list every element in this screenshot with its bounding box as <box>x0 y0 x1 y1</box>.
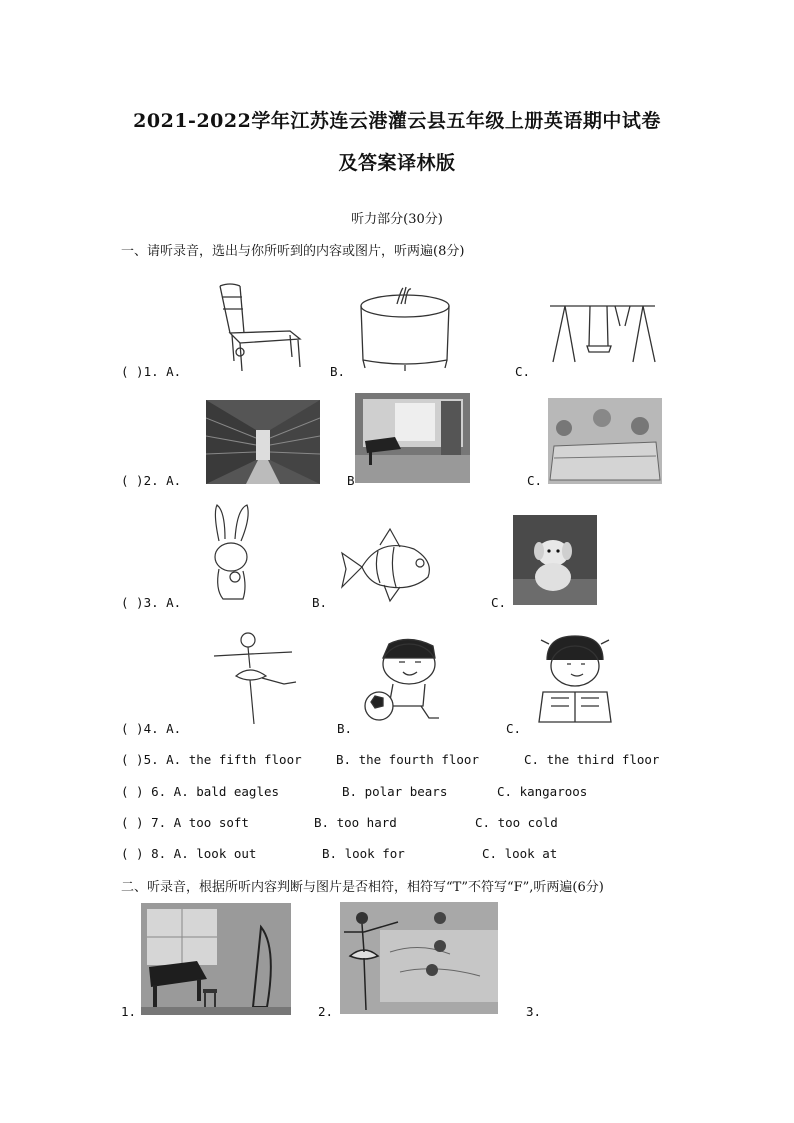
q5-b: B. the fourth floor <box>336 752 479 767</box>
q6-b: B. polar bears <box>342 784 448 799</box>
q6-c: C. kangaroos <box>497 784 588 799</box>
ballet-dancer-picture <box>210 628 300 728</box>
doc-title-line2: 及答案译林版 <box>338 152 456 174</box>
q4-c-label: C. <box>506 721 522 736</box>
q3-b-label: B. <box>312 595 328 610</box>
q6-stem: ( ) 6. A. bald eagles <box>121 784 280 799</box>
q2-c-label: C. <box>527 473 543 488</box>
library-photo <box>206 400 320 484</box>
q3-c-label: C. <box>491 595 507 610</box>
q4-b-label: B. <box>337 721 353 736</box>
q5-stem: ( )5. A. the fifth floor <box>121 752 302 767</box>
q1-b-label: B. <box>330 364 346 379</box>
q8-stem: ( ) 8. A. look out <box>121 846 257 861</box>
q1-stem: ( )1. A. <box>121 364 182 379</box>
q8-b: B. look for <box>322 846 405 861</box>
part2-item1-number: 1. <box>121 1004 137 1019</box>
girl-reading-picture <box>533 632 617 730</box>
section-listening: 听力部分(30分) <box>351 212 443 227</box>
part1-heading: 一、请听录音，选出与你所听到的内容或图片，听两遍(8分) <box>121 244 465 259</box>
q5-c: C. the third floor <box>524 752 660 767</box>
q8-c: C. look at <box>482 846 558 861</box>
part2-item2-number: 2. <box>318 1004 334 1019</box>
ballet-and-swimming-photo <box>340 902 498 1014</box>
q7-stem: ( ) 7. A too soft <box>121 815 249 830</box>
part2-item3-number: 3. <box>526 1004 542 1019</box>
music-room-photo <box>355 393 470 483</box>
swing-picture <box>545 294 660 364</box>
q7-c: C. too cold <box>475 815 558 830</box>
q1-c-label: C. <box>515 364 531 379</box>
q4-stem: ( )4. A. <box>121 721 182 736</box>
piano-room-photo <box>141 903 291 1015</box>
rabbit-picture <box>205 503 255 603</box>
q2-b-label: B <box>347 473 355 488</box>
doc-title-line1: 2021-2022学年江苏连云港灌云县五年级上册英语期中试卷 <box>133 110 661 132</box>
boy-football-picture <box>363 636 455 722</box>
part2-heading: 二、听录音，根据所听内容判断与图片是否相符，相符写“T”不符写“F”,听两遍(6分) <box>121 880 604 895</box>
q2-stem: ( )2. A. <box>121 473 182 488</box>
playground-photo <box>548 398 662 484</box>
q3-stem: ( )3. A. <box>121 595 182 610</box>
table-with-banana-picture <box>355 284 455 372</box>
chair-picture <box>210 283 310 373</box>
fish-picture <box>340 527 436 605</box>
puppy-photo <box>513 515 597 605</box>
q7-b: B. too hard <box>314 815 397 830</box>
